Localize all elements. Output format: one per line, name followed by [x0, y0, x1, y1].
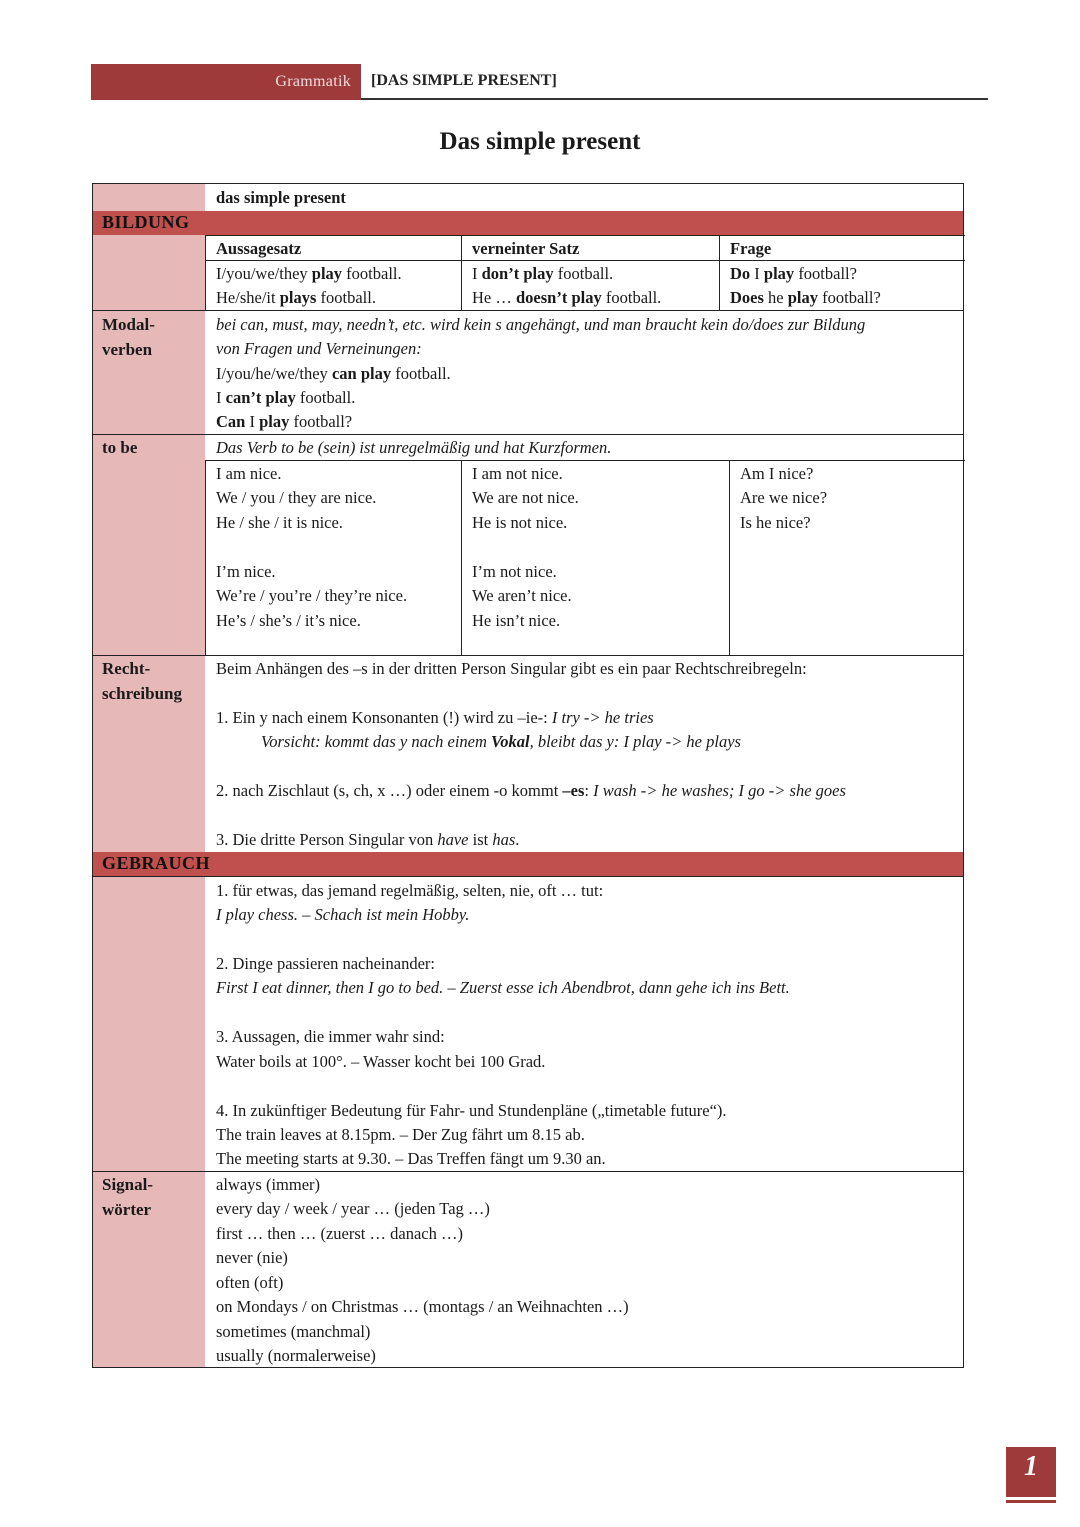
- gebrauch-2: 2. Dinge passieren nacheinander:: [216, 954, 435, 973]
- tobe-negation-short: He isn’t nice.: [472, 611, 561, 630]
- table-caption: das simple present: [216, 188, 346, 207]
- modal-note-2: von Fragen und Verneinungen:: [216, 339, 422, 358]
- modal-example-3: Can I play football?: [216, 412, 353, 431]
- tobe-negation: I am not nice.: [472, 464, 563, 483]
- tobe-statement: We / you / they are nice.: [216, 488, 377, 507]
- recht-label: Recht- schreibung: [102, 659, 182, 703]
- signal-word: sometimes (manchmal): [216, 1322, 371, 1341]
- bildung-question-1: Do I play football?: [730, 264, 857, 283]
- tobe-statement: I am nice.: [216, 464, 282, 483]
- header-rule: [361, 98, 988, 100]
- tobe-negation-short: We aren’t nice.: [472, 586, 572, 605]
- bildung-col-rule-1: [461, 235, 462, 310]
- tobe-top-rule: [93, 434, 963, 435]
- tobe-statement-short: We’re / you’re / they’re nice.: [216, 586, 408, 605]
- recht-rule-2: 2. nach Zischlaut (s, ch, x …) oder einem -o kommt –es: I wash -> he washes; I go -> she goes: [216, 781, 846, 800]
- tobe-question: Is he nice?: [740, 513, 811, 532]
- bildung-top-rule: [205, 235, 965, 236]
- gebrauch-label: GEBRAUCH: [102, 853, 211, 873]
- page-number: 1: [1024, 1451, 1038, 1482]
- recht-top-rule: [93, 655, 963, 656]
- header-section-band: [91, 64, 361, 100]
- gebrauch-1-example: I play chess. – Schach ist mein Hobby.: [216, 905, 470, 924]
- tobe-label: to be: [102, 438, 138, 457]
- modal-label: Modal- verben: [102, 315, 155, 359]
- tobe-negation: We are not nice.: [472, 488, 579, 507]
- modal-example-2: I can’t play football.: [216, 388, 356, 407]
- gebrauch-3: 3. Aussagen, die immer wahr sind:: [216, 1027, 445, 1046]
- bildung-negation-1: I don’t play football.: [472, 264, 614, 283]
- gebrauch-rule: [93, 876, 963, 877]
- gebrauch-1: 1. für etwas, das jemand regelmäßig, selten, nie, oft … tut:: [216, 881, 604, 900]
- bildung-left-rule: [205, 235, 206, 310]
- tobe-question: Are we nice?: [740, 488, 828, 507]
- tobe-statement-short: He’s / she’s / it’s nice.: [216, 611, 361, 630]
- recht-intro: Beim Anhängen des –s in der dritten Person Singular gibt es ein paar Rechtschreibregeln:: [216, 659, 807, 678]
- gebrauch-4-example-2: The meeting starts at 9.30. – Das Treffen fängt um 9.30 an.: [216, 1149, 606, 1168]
- signal-word: always (immer): [216, 1175, 321, 1194]
- modal-note-1: bei can, must, may, needn’t, etc. wird kein s angehängt, und man braucht kein do/does zur Bildung: [216, 315, 866, 334]
- gebrauch-band: [93, 852, 963, 876]
- header-section-label: Grammatik: [275, 73, 351, 90]
- signal-top-rule: [93, 1171, 963, 1172]
- signal-word: usually (normalerweise): [216, 1346, 376, 1365]
- gebrauch-4: 4. In zukünftiger Bedeutung für Fahr- und Stundenpläne („timetable future“).: [216, 1101, 727, 1120]
- bildung-header-rule: [205, 260, 965, 261]
- page-title: Das simple present: [439, 128, 641, 155]
- signal-label: Signal- wörter: [102, 1175, 154, 1219]
- bildung-negation-2: He … doesn’t play football.: [472, 288, 662, 307]
- tobe-col-rule-1: [461, 460, 462, 655]
- column-header-aussagesatz: Aussagesatz: [216, 239, 302, 258]
- recht-rule-1-note: Vorsicht: kommt das y nach einem Vokal, bleibt das y: I play -> he plays: [261, 732, 741, 751]
- signal-word: often (oft): [216, 1273, 284, 1292]
- tobe-note: Das Verb to be (sein) ist unregelmäßig und hat Kurzformen.: [216, 438, 612, 457]
- column-header-verneinter-satz: verneinter Satz: [472, 239, 580, 258]
- header-document-title: [DAS SIMPLE PRESENT]: [371, 72, 557, 89]
- signal-word: never (nie): [216, 1248, 288, 1267]
- recht-rule-3: 3. Die dritte Person Singular von have ist has.: [216, 830, 520, 849]
- bildung-statement-2: He/she/it plays football.: [216, 288, 376, 307]
- tobe-question: Am I nice?: [740, 464, 814, 483]
- signal-word: every day / week / year … (jeden Tag …): [216, 1199, 490, 1218]
- modal-top-rule: [93, 310, 963, 311]
- signal-word: on Mondays / on Christmas … (montags / an Weihnachten …): [216, 1297, 629, 1316]
- tobe-statement-short: I’m nice.: [216, 562, 276, 581]
- column-header-frage: Frage: [730, 239, 772, 258]
- gebrauch-3-example: Water boils at 100°. – Wasser kocht bei 100 Grad.: [216, 1052, 546, 1071]
- tobe-left-rule: [205, 460, 206, 655]
- tobe-inner-rule: [205, 460, 965, 461]
- grammar-table: [92, 183, 964, 1368]
- bildung-col-rule-2: [719, 235, 720, 310]
- gebrauch-2-example: First I eat dinner, then I go to bed. – Zuerst esse ich Abendbrot, dann gehe ich ins Bett.: [216, 978, 790, 997]
- tobe-negation: He is not nice.: [472, 513, 568, 532]
- page-number-underline: [1006, 1500, 1056, 1503]
- bildung-label: BILDUNG: [102, 212, 190, 232]
- bildung-question-2: Does he play football?: [730, 288, 881, 307]
- signal-word: first … then … (zuerst … danach …): [216, 1224, 463, 1243]
- tobe-col-rule-2: [729, 460, 730, 655]
- bildung-statement-1: I/you/we/they play football.: [216, 264, 402, 283]
- bildung-band: [93, 211, 963, 235]
- recht-rule-1: 1. Ein y nach einem Konsonanten (!) wird zu –ie-: I try -> he tries: [216, 708, 654, 727]
- tobe-statement: He / she / it is nice.: [216, 513, 343, 532]
- gebrauch-4-example-1: The train leaves at 8.15pm. – Der Zug fährt um 8.15 ab.: [216, 1125, 585, 1144]
- modal-example-1: I/you/he/we/they can play football.: [216, 364, 451, 383]
- page-number-box: [1006, 1447, 1056, 1497]
- tobe-negation-short: I’m not nice.: [472, 562, 557, 581]
